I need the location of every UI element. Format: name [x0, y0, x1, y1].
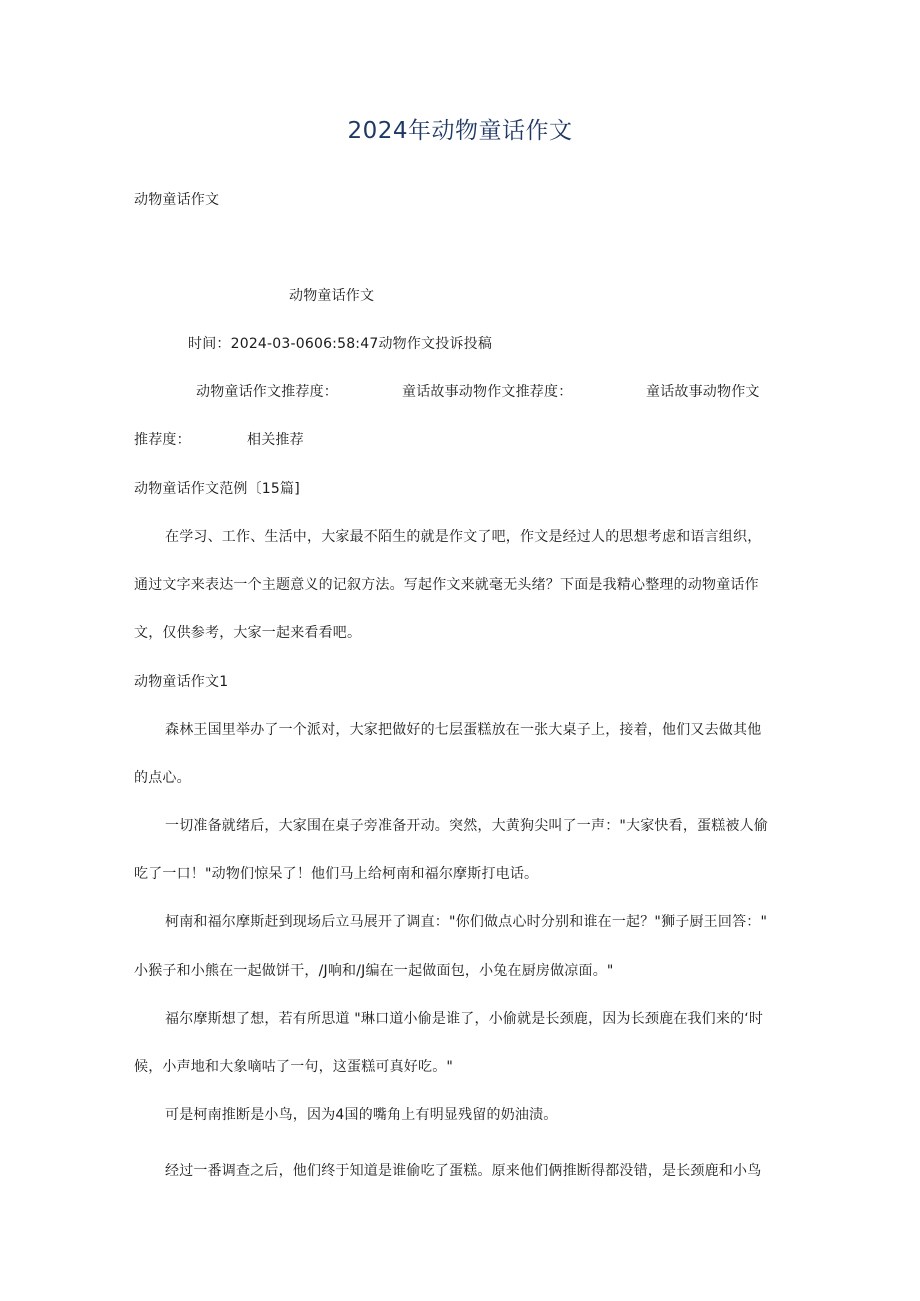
paragraph-3-line-1: 柯南和福尔摩斯赶到现场后立马展开了调直："你们做点心时分别和谁在一起？"狮子厨王回答：": [165, 914, 768, 930]
related-recommend: 相关推荐: [247, 432, 304, 448]
paragraph-1-line-1: 森林王国里举办了一个派对，大家把做好的七层蛋糕放在一张大桌子上，接着，他们又去做其他: [165, 722, 762, 738]
intro-line-3: 文，仅供参考，大家一起来看看吧。: [134, 625, 362, 641]
recommend-label-1: 动物童话作文推荐度：: [196, 384, 338, 400]
essay-1-title: 动物童话作文1: [134, 674, 229, 690]
subtitle-center: 动物童话作文: [289, 288, 375, 304]
paragraph-6-line-1: 经过一番调查之后，他们终于知道是谁偷吃了蛋糕。原来他们俩推断得都没错，是长颈鹿和小鸟: [165, 1163, 762, 1179]
paragraph-4-line-2: 候，小声地和大象嘀咕了一句，这蛋糕可真好吃。": [134, 1059, 454, 1075]
paragraph-2-line-2: 吃了一口！"动物们惊呆了！他们马上给柯南和福尔摩斯打电话。: [134, 866, 539, 882]
meta-time: 时间：2024-03-0606:58:47动物作文投诉投稿: [188, 336, 493, 352]
paragraph-5-line-1: 可是柯南推断是小鸟，因为4国的嘴角上有明显残留的奶油渍。: [165, 1107, 558, 1123]
intro-line-2: 通过文字来表达一个主题意义的记叙方法。写起作文来就毫无头绪？下面是我精心整理的动物童话作: [134, 577, 759, 593]
document-title: 2024年动物童话作文: [347, 118, 573, 144]
recommend-label-4: 推荐度：: [134, 432, 191, 448]
paragraph-4-line-1: 福尔摩斯想了想，若有所思道 "琳口道小偷是谁了，小偷就是长颈鹿，因为长颈鹿在我们来的‘时: [165, 1011, 764, 1027]
paragraph-2-line-1: 一切准备就绪后，大家围在桌子旁准备开动。突然，大黄狗尖叫了一声："大家快看，蛋糕被人偷: [165, 818, 769, 834]
recommend-label-3: 童话故事动物作文: [646, 384, 760, 400]
recommend-label-2: 童话故事动物作文推荐度：: [402, 384, 573, 400]
paragraph-1-line-2: 的点心。: [134, 770, 191, 786]
collection-title: 动物童话作文范例〔15篇]: [134, 481, 300, 497]
intro-line-1: 在学习、工作、生活中，大家最不陌生的就是作文了吧，作文是经过人的思想考虑和语言组织，: [165, 529, 762, 545]
paragraph-3-line-2: 小猴子和小熊在一起做饼干，/J响和/J编在一起做面包，小兔在厨房做凉面。": [134, 963, 614, 979]
subtitle-left: 动物童话作文: [134, 192, 220, 208]
